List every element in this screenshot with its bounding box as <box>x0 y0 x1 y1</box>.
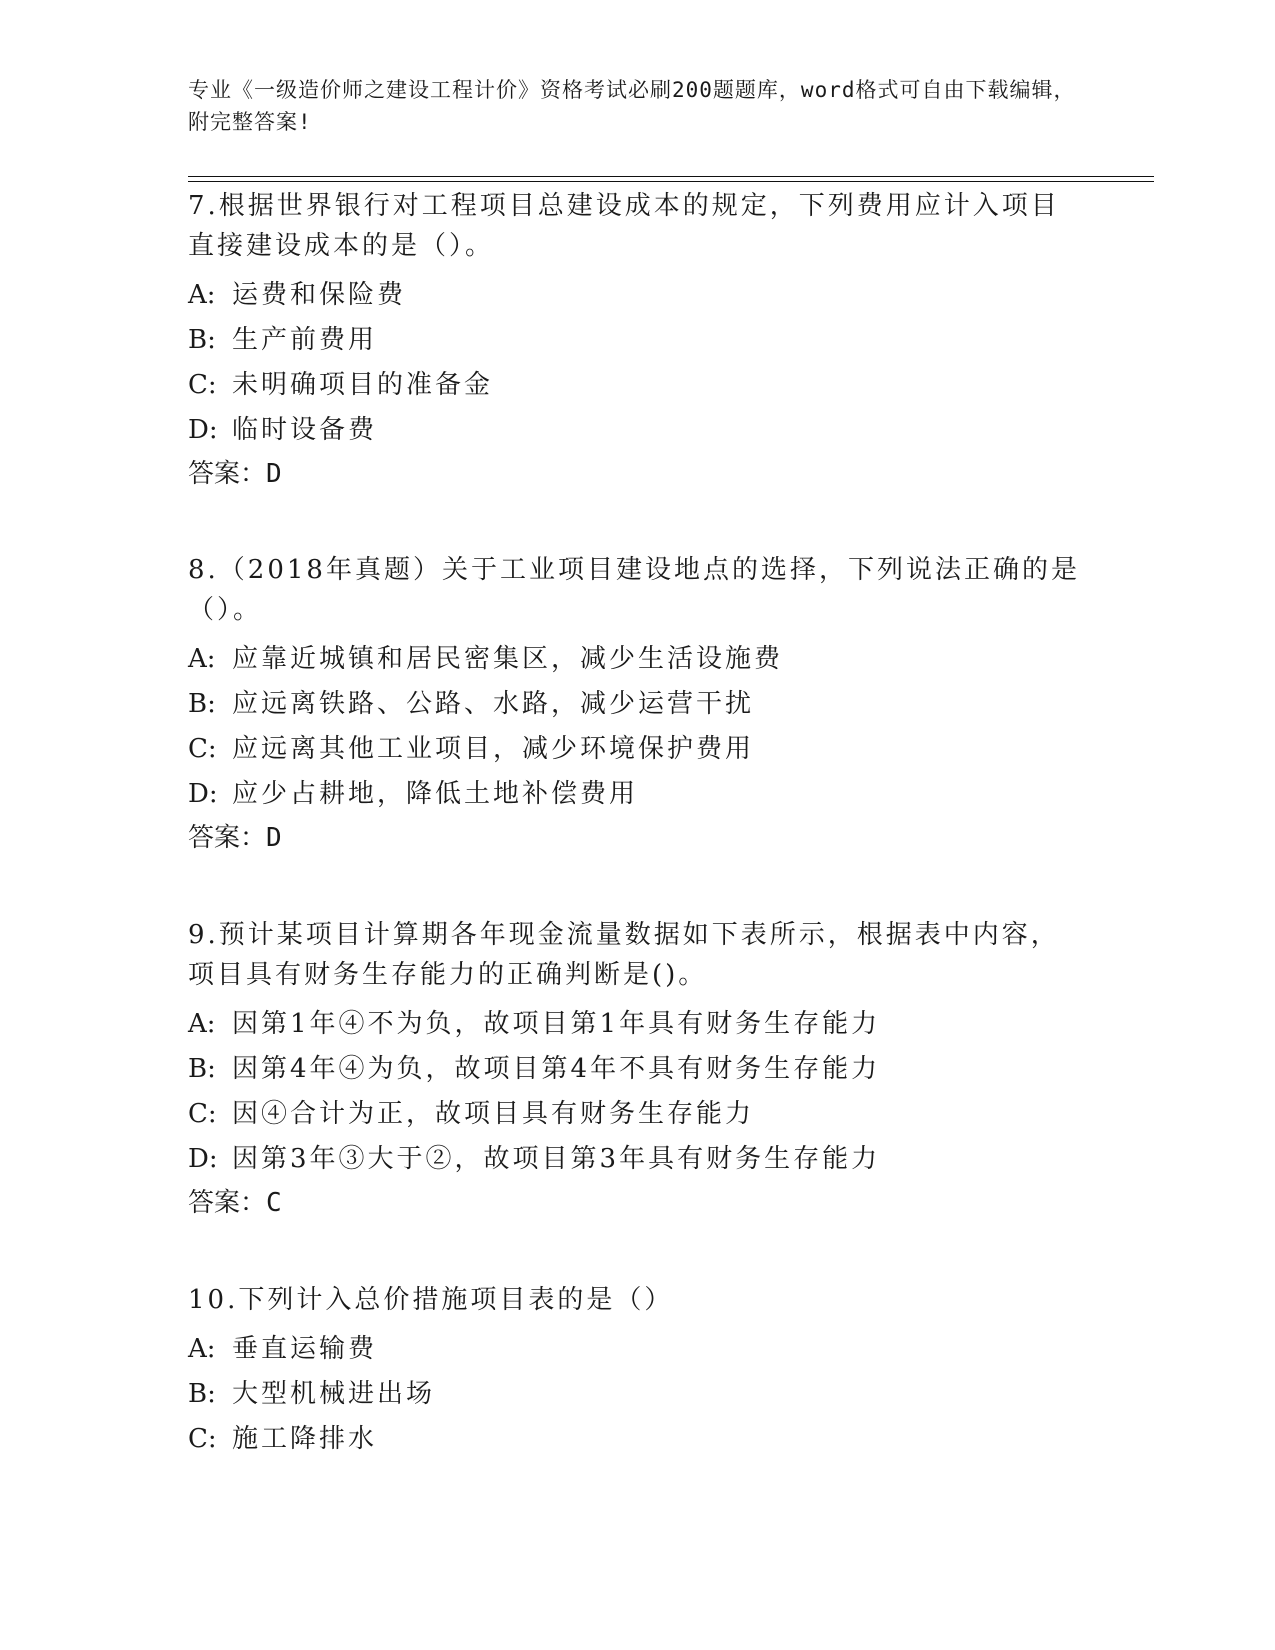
option-b <box>188 1053 1088 1085</box>
option-text: 应远离其他工业项目，减少环境保护费用 <box>232 734 755 764</box>
option-d <box>188 1143 1088 1175</box>
option-a <box>188 279 1088 311</box>
option-b <box>188 688 1088 720</box>
option-text: 因第3年③大于②，故项目第3年具有财务生存能力 <box>232 1144 881 1174</box>
option-letter: D: <box>188 779 218 809</box>
question-stem: 9.预计某项目计算期各年现金流量数据如下表所示，根据表中内容，项目具有财务生存能力的正确判断是()。 <box>188 920 1060 990</box>
answer-line <box>188 822 1088 854</box>
option-text: 施工降排水 <box>232 1424 378 1454</box>
question-7 <box>188 186 1088 490</box>
option-a <box>188 1333 1088 1365</box>
document-header: 专业《一级造价师之建设工程计价》资格考试必刷200题题库，word格式可自由下载编辑，附完整答案! <box>188 78 1076 134</box>
answer-value: C <box>266 1188 282 1218</box>
option-text: 生产前费用 <box>232 325 378 355</box>
option-text: 应远离铁路、公路、水路，减少运营干扰 <box>232 689 755 719</box>
option-letter: C: <box>188 734 217 764</box>
option-text: 大型机械进出场 <box>232 1379 436 1409</box>
option-letter: A: <box>188 644 216 674</box>
option-text: 应靠近城镇和居民密集区，减少生活设施费 <box>232 644 784 674</box>
answer-label: 答案： <box>188 1188 267 1218</box>
option-c <box>188 733 1088 765</box>
option-letter: A: <box>188 280 216 310</box>
question-8 <box>188 550 1088 854</box>
option-text: 因第4年④为负，故项目第4年不具有财务生存能力 <box>232 1054 881 1084</box>
answer-label: 答案： <box>188 459 267 489</box>
option-a <box>188 643 1088 675</box>
option-letter: D: <box>188 415 218 445</box>
option-b <box>188 1378 1088 1410</box>
option-d <box>188 778 1088 810</box>
question-stem: 7.根据世界银行对工程项目总建设成本的规定，下列费用应计入项目直接建设成本的是（）。 <box>188 191 1060 261</box>
option-letter: A: <box>188 1334 216 1364</box>
option-letter: B: <box>188 1379 216 1409</box>
option-c <box>188 369 1088 401</box>
option-c <box>188 1098 1088 1130</box>
answer-line <box>188 1187 1088 1219</box>
option-letter: A: <box>188 1009 216 1039</box>
option-letter: B: <box>188 325 216 355</box>
option-letter: D: <box>188 1144 218 1174</box>
question-stem: 10.下列计入总价措施项目表的是（） <box>188 1285 674 1315</box>
option-letter: C: <box>188 1099 217 1129</box>
option-a <box>188 1008 1088 1040</box>
answer-value: D <box>266 459 282 489</box>
question-10 <box>188 1280 1088 1455</box>
question-stem: 8.（2018年真题）关于工业项目建设地点的选择，下列说法正确的是（）。 <box>188 555 1080 625</box>
option-text: 垂直运输费 <box>232 1334 378 1364</box>
option-text: 运费和保险费 <box>232 280 407 310</box>
answer-label: 答案： <box>188 823 267 853</box>
option-c <box>188 1423 1088 1455</box>
option-text: 因第1年④不为负，故项目第1年具有财务生存能力 <box>232 1009 881 1039</box>
option-letter: B: <box>188 1054 216 1084</box>
option-text: 应少占耕地，降低土地补偿费用 <box>232 779 639 809</box>
header-divider-top <box>188 176 1154 177</box>
answer-line <box>188 458 1088 490</box>
answer-value: D <box>266 823 282 853</box>
option-text: 未明确项目的准备金 <box>232 370 494 400</box>
option-letter: B: <box>188 689 216 719</box>
option-d <box>188 414 1088 446</box>
option-b <box>188 324 1088 356</box>
option-text: 临时设备费 <box>232 415 378 445</box>
question-9 <box>188 915 1088 1219</box>
header-divider-bottom <box>188 181 1154 182</box>
option-letter: C: <box>188 370 217 400</box>
option-text: 因④合计为正，故项目具有财务生存能力 <box>232 1099 755 1129</box>
option-letter: C: <box>188 1424 217 1454</box>
